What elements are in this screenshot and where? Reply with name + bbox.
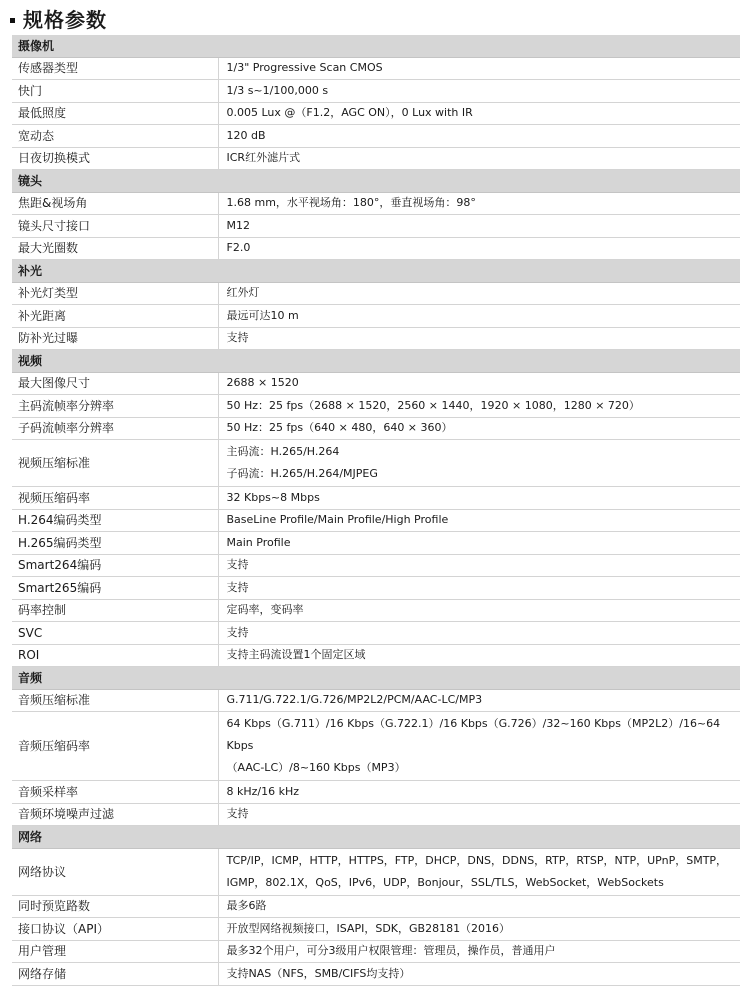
spec-label: 补光灯类型	[12, 282, 218, 305]
spec-row	[12, 689, 740, 712]
spec-row	[12, 440, 740, 487]
spec-value	[218, 487, 740, 510]
section-header	[12, 260, 740, 283]
spec-value	[218, 372, 740, 395]
spec-value-line: 50 Hz：25 fps（640 × 480，640 × 360）	[226, 421, 453, 435]
spec-value-line: 定码率，变码率	[226, 603, 304, 617]
spec-value	[218, 781, 740, 804]
spec-label: 音频采样率	[12, 781, 218, 804]
spec-value-line: 支持	[226, 331, 249, 345]
spec-label: 补光距离	[12, 305, 218, 328]
spec-value-line: 50 Hz：25 fps（2688 × 1520，2560 × 1440，1920 × 1080，1280 × 720）	[226, 398, 640, 412]
spec-row	[12, 305, 740, 328]
spec-value-line: 红外灯	[226, 286, 260, 300]
spec-value-line: 支持	[226, 580, 249, 594]
spec-row	[12, 532, 740, 555]
spec-value	[218, 327, 740, 350]
section-header	[12, 35, 740, 57]
spec-value-line: 2688 × 1520	[226, 376, 299, 390]
spec-row	[12, 192, 740, 215]
spec-label: 网络存储	[12, 963, 218, 986]
spec-label: 子码流帧率分辨率	[12, 417, 218, 440]
spec-label: ROI	[12, 644, 218, 667]
spec-value-line: M12	[226, 218, 250, 232]
spec-value-line: 1/3" Progressive Scan CMOS	[226, 61, 383, 75]
spec-value-line: TCP/IP，ICMP，HTTP，HTTPS，FTP，DHCP，DNS，DDNS，RTP，RTSP，NTP，UPnP，SMTP，	[226, 853, 728, 867]
spec-value-line: Main Profile	[226, 535, 291, 549]
spec-label: 音频压缩码率	[12, 712, 218, 781]
spec-label: 主码流帧率分辨率	[12, 395, 218, 418]
spec-row	[12, 125, 740, 148]
page-title	[10, 3, 107, 33]
spec-row	[12, 940, 740, 963]
spec-value	[218, 395, 740, 418]
spec-value-line: G.711/G.722.1/G.726/MP2L2/PCM/AAC-LC/MP3	[226, 693, 483, 707]
section-title: 音频	[12, 667, 740, 690]
spec-row	[12, 509, 740, 532]
section-title: 补光	[12, 260, 740, 283]
spec-label: 用户管理	[12, 940, 218, 963]
section-header	[12, 170, 740, 193]
spec-value	[218, 305, 740, 328]
spec-value	[218, 147, 740, 170]
spec-value-line: BaseLine Profile/Main Profile/High Profile	[226, 513, 449, 527]
spec-label: 镜头尺寸接口	[12, 215, 218, 238]
spec-row	[12, 918, 740, 941]
spec-label: Smart264编码	[12, 554, 218, 577]
spec-value	[218, 102, 740, 125]
spec-row	[12, 781, 740, 804]
spec-row	[12, 487, 740, 510]
spec-value	[218, 509, 740, 532]
spec-value-line: 支持主码流设置1个固定区域	[226, 648, 366, 662]
spec-label: 视频压缩标准	[12, 440, 218, 487]
spec-row	[12, 895, 740, 918]
spec-label: 网络协议	[12, 848, 218, 895]
spec-value-line: 0.005 Lux @（F1.2，AGC ON），0 Lux with IR	[226, 106, 473, 120]
spec-value	[218, 689, 740, 712]
spec-value-line: （AAC-LC）/8~160 Kbps（MP3）	[226, 761, 406, 774]
spec-value	[218, 622, 740, 645]
spec-label: 焦距&视场角	[12, 192, 218, 215]
spec-value-line: 8 kHz/16 kHz	[226, 784, 300, 798]
section-header	[12, 826, 740, 849]
spec-value	[218, 554, 740, 577]
spec-label: 音频压缩标准	[12, 689, 218, 712]
spec-row	[12, 599, 740, 622]
spec-label: 最大光圈数	[12, 237, 218, 260]
spec-row	[12, 577, 740, 600]
section-title: 网络	[12, 826, 740, 849]
spec-value	[218, 417, 740, 440]
spec-value-line: 1/3 s~1/100,000 s	[226, 83, 329, 97]
spec-label: 最低照度	[12, 102, 218, 125]
spec-label: Smart265编码	[12, 577, 218, 600]
page-title-text: 规格参数	[23, 7, 107, 32]
section-header	[12, 350, 740, 373]
spec-label: 接口协议（API）	[12, 918, 218, 941]
spec-label: 宽动态	[12, 125, 218, 148]
spec-value	[218, 803, 740, 826]
spec-value	[218, 125, 740, 148]
spec-label: 传感器类型	[12, 57, 218, 80]
spec-value	[218, 282, 740, 305]
spec-row	[12, 644, 740, 667]
section-title: 镜头	[12, 170, 740, 193]
spec-label: H.264编码类型	[12, 509, 218, 532]
spec-value	[218, 532, 740, 555]
spec-value	[218, 848, 740, 895]
spec-label: 防补光过曝	[12, 327, 218, 350]
spec-value-line: 开放型网络视频接口，ISAPI，SDK，GB28181（2016）	[226, 921, 511, 935]
spec-value	[218, 440, 740, 487]
spec-value	[218, 577, 740, 600]
spec-row	[12, 237, 740, 260]
spec-row	[12, 622, 740, 645]
spec-value-line: 最多6路	[226, 899, 267, 913]
spec-value	[218, 215, 740, 238]
spec-label: 码率控制	[12, 599, 218, 622]
spec-row	[12, 395, 740, 418]
section-title: 摄像机	[12, 35, 740, 57]
spec-label: 音频环境噪声过滤	[12, 803, 218, 826]
spec-value-line: IGMP，802.1X，QoS，IPv6，UDP，Bonjour，SSL/TLS，WebSocket，WebSockets	[226, 875, 664, 889]
spec-label: H.265编码类型	[12, 532, 218, 555]
spec-row	[12, 554, 740, 577]
spec-value-line: 支持NAS（NFS，SMB/CIFS均支持）	[226, 966, 411, 980]
spec-value-line: 120 dB	[226, 128, 266, 142]
spec-value-line: 支持	[226, 807, 249, 821]
spec-row	[12, 417, 740, 440]
spec-value	[218, 192, 740, 215]
spec-value	[218, 599, 740, 622]
spec-row	[12, 147, 740, 170]
spec-row	[12, 963, 740, 986]
spec-value	[218, 644, 740, 667]
section-title: 视频	[12, 350, 740, 373]
spec-value	[218, 80, 740, 103]
spec-row	[12, 282, 740, 305]
spec-row	[12, 848, 740, 895]
spec-label: SVC	[12, 622, 218, 645]
spec-row	[12, 80, 740, 103]
spec-row	[12, 57, 740, 80]
spec-value	[218, 57, 740, 80]
spec-label: 同时预览路数	[12, 895, 218, 918]
spec-value	[218, 918, 740, 941]
spec-value-line: F2.0	[226, 241, 251, 255]
spec-row	[12, 803, 740, 826]
spec-label: 日夜切换模式	[12, 147, 218, 170]
spec-label: 快门	[12, 80, 218, 103]
spec-value-line: 32 Kbps~8 Mbps	[226, 490, 320, 504]
spec-value-line: 1.68 mm，水平视场角：180°，垂直视场角：98°	[226, 196, 476, 210]
spec-value	[218, 712, 740, 781]
spec-value-line: 最多32个用户，可分3级用户权限管理：管理员，操作员，普通用户	[226, 944, 556, 958]
spec-value-line: ICR红外滤片式	[226, 151, 301, 165]
spec-value-line: 主码流：H.265/H.264	[226, 445, 340, 458]
spec-row	[12, 327, 740, 350]
spec-value-line: 子码流：H.265/H.264/MJPEG	[226, 467, 378, 480]
spec-value-line: 支持	[226, 625, 249, 639]
title-bullet	[10, 18, 15, 23]
spec-row	[12, 712, 740, 781]
spec-value-line: 最远可达10 m	[226, 308, 299, 322]
spec-row	[12, 372, 740, 395]
spec-label: 视频压缩码率	[12, 487, 218, 510]
spec-value	[218, 895, 740, 918]
spec-table	[12, 35, 740, 986]
spec-row	[12, 215, 740, 238]
section-header	[12, 667, 740, 690]
spec-value	[218, 237, 740, 260]
spec-value	[218, 940, 740, 963]
spec-value	[218, 963, 740, 986]
spec-value-line: 64 Kbps（G.711）/16 Kbps（G.722.1）/16 Kbps（G.726）/32~160 Kbps（MP2L2）/16~64 Kbps	[226, 717, 721, 752]
spec-label: 最大图像尺寸	[12, 372, 218, 395]
spec-value-line: 支持	[226, 558, 249, 572]
spec-row	[12, 102, 740, 125]
